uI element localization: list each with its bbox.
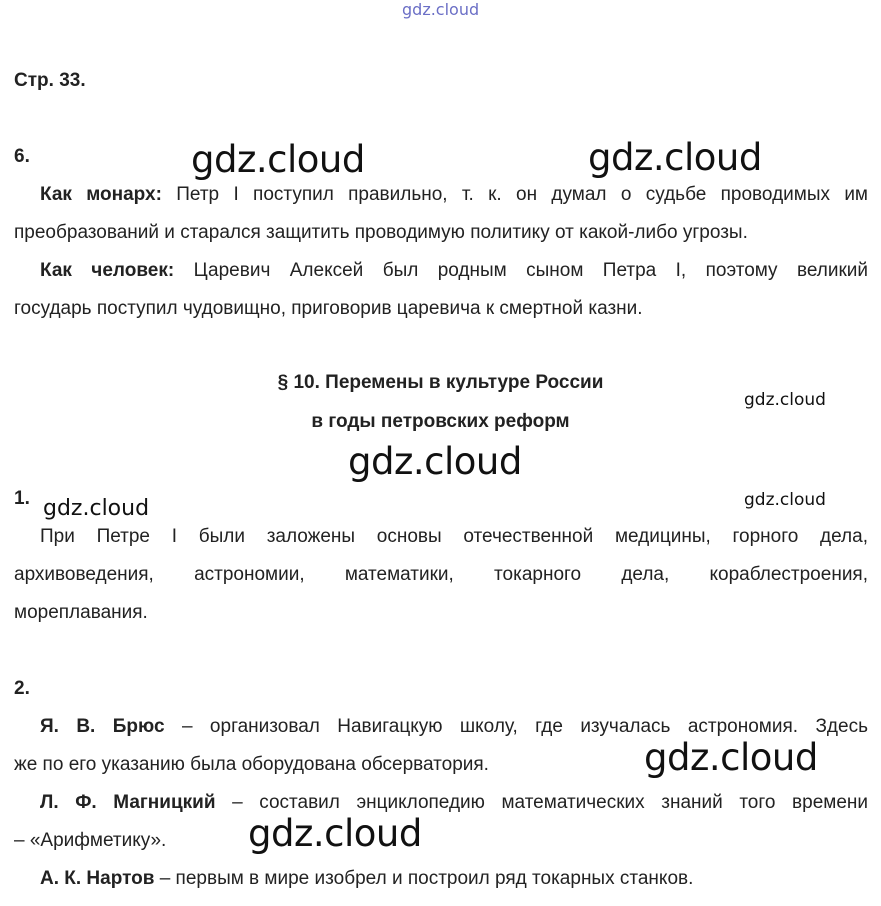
question-number-2: 2. [14, 678, 30, 699]
watermark: gdz.cloud [348, 440, 522, 483]
magnitsky-text-continued: – «Арифметику». [14, 830, 167, 851]
question-number-6: 6. [14, 146, 30, 167]
human-paragraph-line [40, 252, 868, 290]
human-label: Как человек: [40, 260, 175, 281]
watermark-small: gdz.cloud [744, 390, 826, 410]
watermark-medium: gdz.cloud [43, 496, 150, 521]
answer-1-line3: мореплавания. [14, 602, 148, 623]
page-reference: Стр. 33. [14, 70, 86, 91]
watermark: gdz.cloud [588, 136, 762, 179]
answer-1-line1: При Петре I были заложены основы отечественной медицины, горного дела, [40, 526, 868, 547]
human-text-continued: государь поступил чудовищно, приговорив царевича к смертной казни. [14, 298, 643, 319]
answer-1-line2: архивоведения, астрономии, математики, токарного дела, кораблестроения, [14, 564, 868, 585]
human-text: Царевич Алексей был родным сыном Петра I, поэтому великий [193, 260, 869, 281]
section-title-line2: в годы петровских реформ [311, 411, 570, 432]
monarch-text: Петр I поступил правильно, т. к. он думал о судьбе проводимых им [176, 184, 868, 205]
watermark: gdz.cloud [191, 138, 365, 181]
magnitsky-label: Л. Ф. Магницкий [40, 792, 216, 813]
monarch-text-continued: преобразований и старался защитить проводимую политику от какой-либо угрозы. [14, 222, 748, 243]
bruce-text-continued: же по его указанию была оборудована обсерватория. [14, 754, 489, 775]
nartov-label: А. К. Нартов [40, 868, 155, 889]
watermark-top: gdz.cloud [402, 0, 480, 19]
monarch-label: Как монарх: [40, 184, 162, 205]
monarch-paragraph-line [40, 176, 868, 214]
bruce-label: Я. В. Брюс [40, 716, 165, 737]
bruce-text: – организовал Навигацкую школу, где изучалась астрономия. Здесь [164, 716, 868, 737]
magnitsky-text: – составил энциклопедию математических знаний того времени [215, 792, 868, 813]
question-number-1: 1. [14, 488, 30, 509]
watermark-small: gdz.cloud [744, 490, 826, 510]
watermark: gdz.cloud [248, 812, 422, 855]
watermark: gdz.cloud [644, 736, 818, 779]
nartov-paragraph-line [40, 860, 868, 898]
section-title-line1: § 10. Перемены в культуре России [277, 372, 604, 393]
nartov-text: – первым в мире изобрел и построил ряд токарных станков. [154, 868, 694, 889]
magnitsky-paragraph-line [40, 784, 868, 822]
